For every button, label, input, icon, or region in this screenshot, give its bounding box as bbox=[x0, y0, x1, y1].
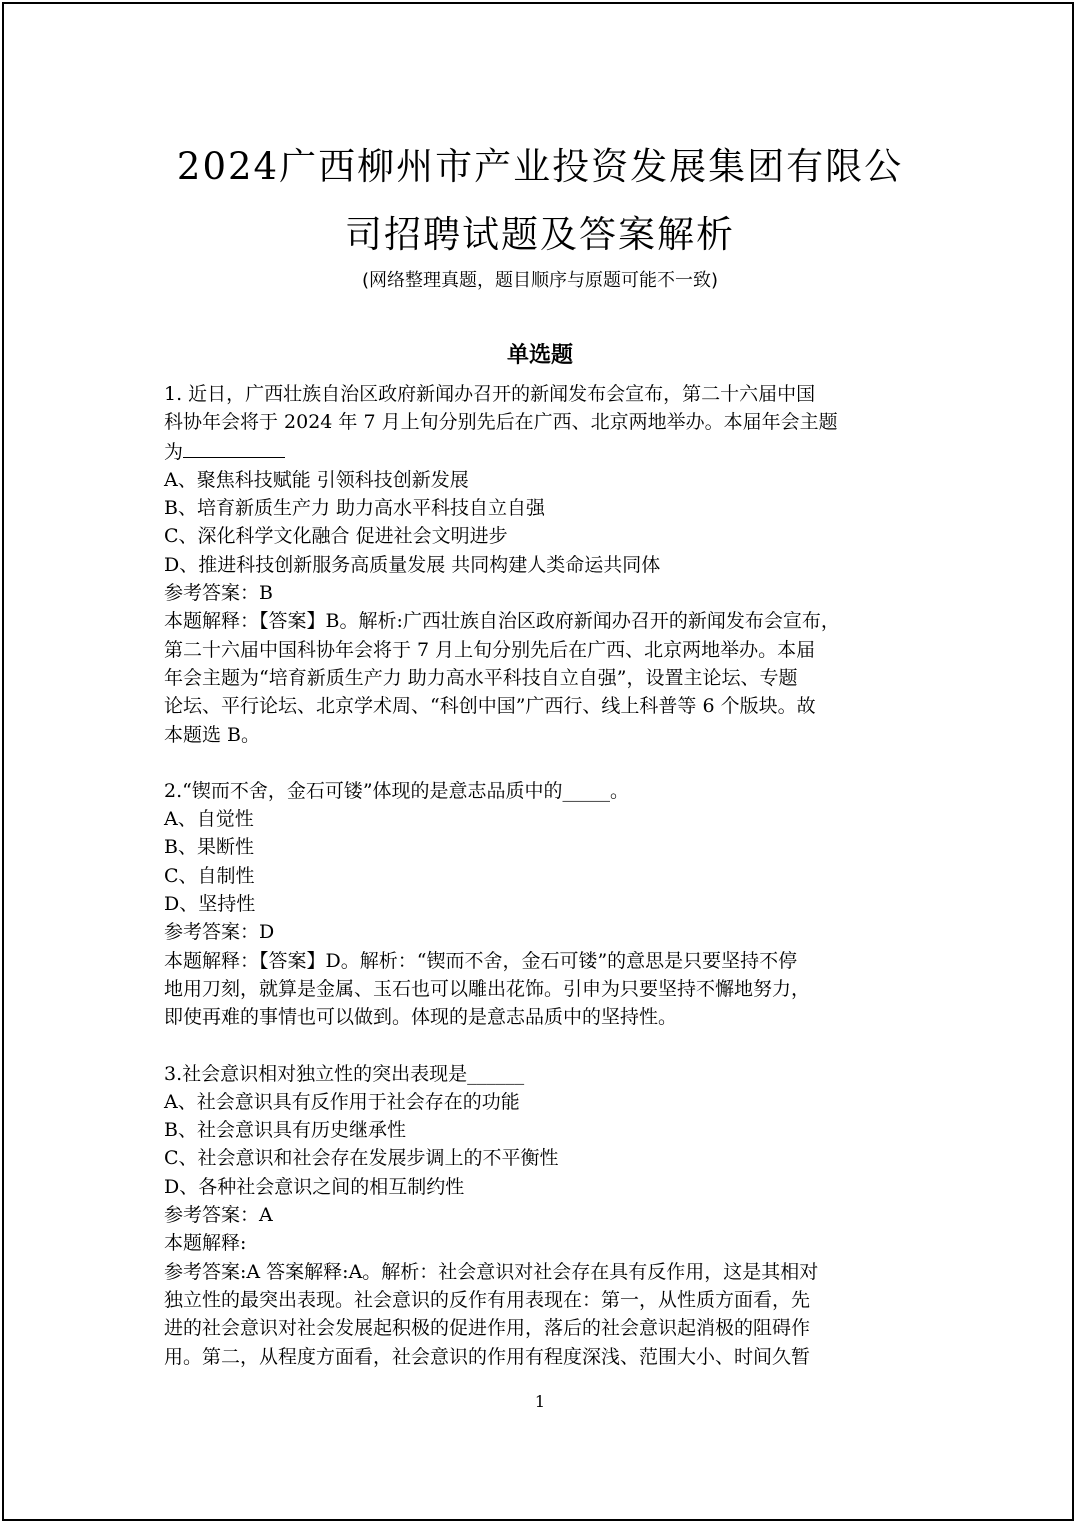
option-b: B、果断性 bbox=[164, 836, 254, 859]
explanation-line: 论坛、平行论坛、北京学术周、“科创中国”广西行、线上科普等 6 个版块。故 bbox=[164, 695, 816, 718]
question-stem-line: 1. 近日，广西壮族自治区政府新闻办召开的新闻发布会宣布，第二十六届中国 bbox=[164, 383, 816, 405]
explanation-line: 地用刀刻，就算是金属、玉石也可以雕出花饰。引申为只要坚持不懈地努力， bbox=[164, 977, 811, 1000]
spacer bbox=[164, 1032, 920, 1060]
reference-answer: 参考答案：D bbox=[164, 921, 275, 944]
option-c: C、自制性 bbox=[164, 864, 255, 887]
explanation-line: 年会主题为“培育新质生产力 助力高水平科技自立自强”，设置主论坛、专题 bbox=[164, 666, 798, 689]
document-title-line-1: 2024广西柳州市产业投资发展集团有限公 bbox=[176, 145, 904, 188]
explanation-line: 参考答案:A 答案解释:A。解析：社会意识对社会存在具有反作用，这是其相对 bbox=[164, 1260, 819, 1283]
explanation-label: 本题解释: bbox=[164, 1232, 247, 1255]
spacer bbox=[164, 749, 920, 777]
question-1 bbox=[164, 380, 920, 749]
document-subtitle: (网络整理真题，题目顺序与原题可能不一致) bbox=[361, 270, 719, 291]
option-a: A、自觉性 bbox=[164, 808, 254, 831]
explanation-line: 本题解释：【答案】B。解析:广西壮族自治区政府新闻办召开的新闻发布会宣布， bbox=[164, 610, 840, 633]
question-stem-line: 2.“锲而不舍，金石可镂”体现的是意志品质中的_____。 bbox=[164, 779, 630, 802]
question-stem-line: 科协年会将于 2024 年 7 月上旬分别先后在广西、北京两地举办。本届年会主题 bbox=[164, 411, 838, 434]
question-list bbox=[164, 380, 920, 1371]
question-2 bbox=[164, 777, 920, 1032]
explanation-line: 本题解释：【答案】D。解析：“锲而不舍，金石可镂”的意思是只要坚持不停 bbox=[164, 949, 798, 972]
question-stem-line bbox=[164, 437, 920, 466]
option-d: D、坚持性 bbox=[164, 893, 256, 916]
option-a: A、社会意识具有反作用于社会存在的功能 bbox=[164, 1090, 520, 1113]
answer-blank-line bbox=[183, 437, 285, 458]
option-a: A、聚焦科技赋能 引领科技创新发展 bbox=[164, 468, 469, 491]
explanation-line: 第二十六届中国科协年会将于 7 月上旬分别先后在广西、北京两地举办。本届 bbox=[164, 638, 816, 661]
option-b: B、社会意识具有历史继承性 bbox=[164, 1119, 406, 1142]
question-stem-line: 3.社会意识相对独立性的突出表现是______ bbox=[164, 1062, 525, 1085]
option-d: D、推进科技创新服务高质量发展 共同构建人类命运共同体 bbox=[164, 553, 661, 576]
explanation-line: 独立性的最突出表现。社会意识的反作有用表现在：第一，从性质方面看，先 bbox=[164, 1288, 811, 1311]
section-heading: 单选题 bbox=[506, 343, 573, 368]
question-stem-text: 为 bbox=[164, 440, 184, 463]
option-c: C、社会意识和社会存在发展步调上的不平衡性 bbox=[164, 1147, 559, 1170]
reference-answer: 参考答案：A bbox=[164, 1204, 273, 1227]
explanation-line: 本题选 B。 bbox=[164, 723, 261, 746]
reference-answer: 参考答案：B bbox=[164, 582, 273, 605]
option-c: C、深化科学文化融合 促进社会文明进步 bbox=[164, 525, 508, 548]
page-number: 1 bbox=[534, 1392, 546, 1411]
option-b: B、培育新质生产力 助力高水平科技自立自强 bbox=[164, 497, 546, 520]
option-d: D、各种社会意识之间的相互制约性 bbox=[164, 1175, 465, 1198]
explanation-line: 用。第二，从程度方面看，社会意识的作用有程度深浅、范围大小、时间久暂 bbox=[164, 1345, 811, 1368]
question-3 bbox=[164, 1060, 920, 1371]
explanation-line: 即使再难的事情也可以做到。体现的是意志品质中的坚持性。 bbox=[164, 1006, 678, 1029]
document-title-line-2: 司招聘试题及答案解析 bbox=[345, 213, 735, 256]
explanation-line: 进的社会意识对社会发展起积极的促进作用，落后的社会意识起消极的阻碍作 bbox=[164, 1317, 811, 1340]
